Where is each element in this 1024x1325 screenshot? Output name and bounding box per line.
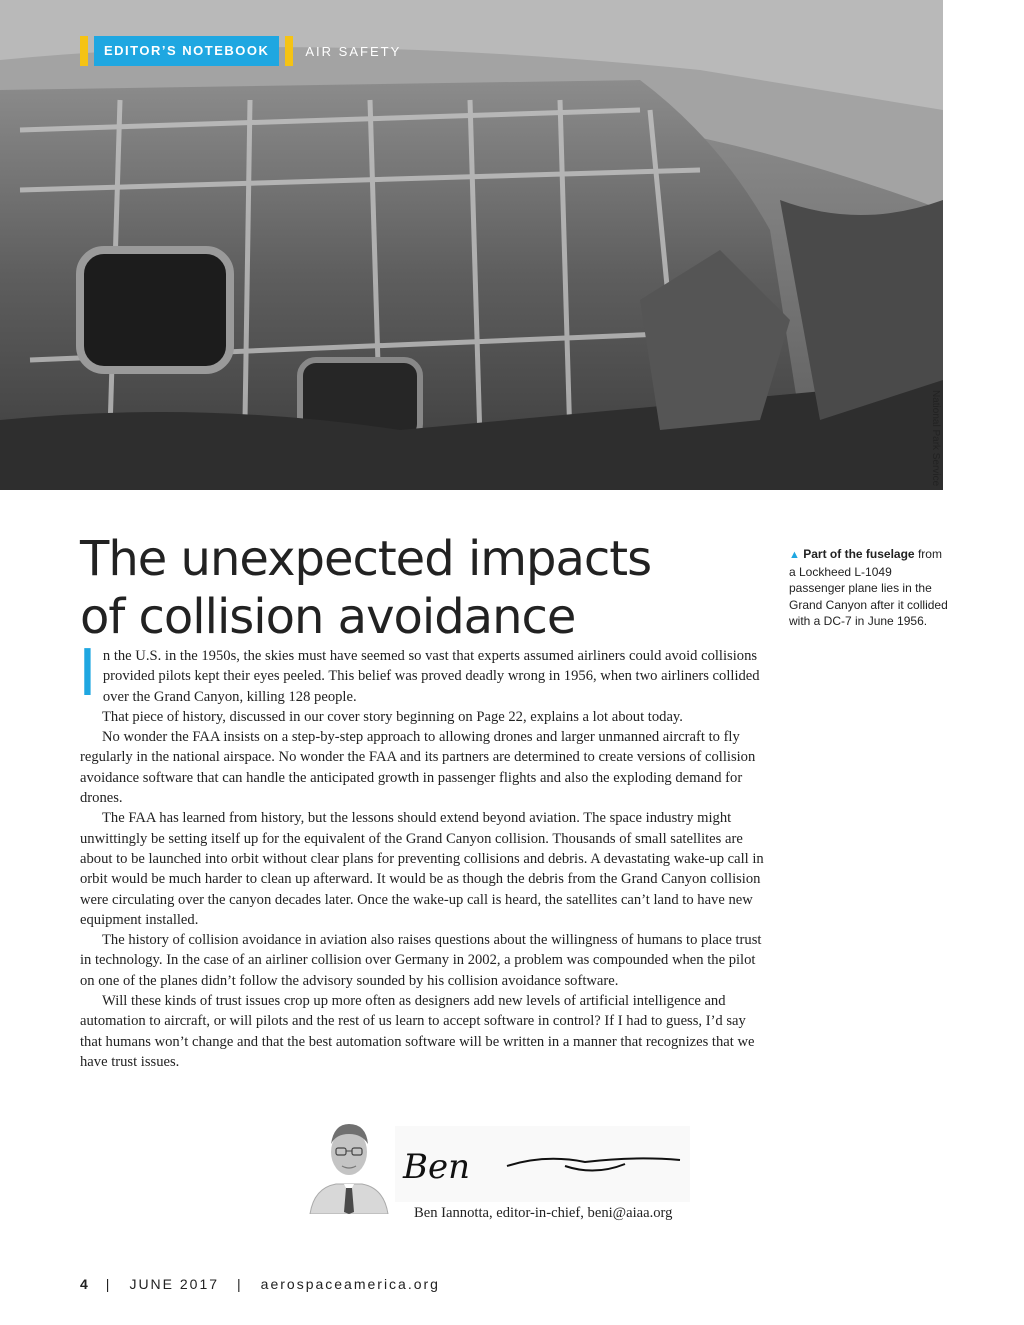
separator: | xyxy=(237,1276,243,1292)
signature-image xyxy=(395,1126,690,1202)
caption-arrow-icon: ▲ xyxy=(789,549,800,561)
wreckage-photo xyxy=(0,0,943,490)
caption-text: from a Lockheed L-1049 passenger plane lies in the Grand Canyon after it collided with a DC-7 in June 1956. xyxy=(789,547,948,629)
paragraph xyxy=(78,637,770,711)
author-portrait xyxy=(306,1114,392,1214)
paragraph: That piece of history, discussed in our cover story beginning on Page 22, explains a lot about today. xyxy=(102,708,683,725)
topic-label: AIR SAFETY xyxy=(305,43,402,59)
headline-line: The unexpected impacts xyxy=(80,531,652,587)
paragraph-text: n the U.S. in the 1950s, the skies must have seemed so vast that experts assumed airliners could avoid collisions provided pilots kept their eyes peeled. This belief was proved deadly wrong in 1956, when two airliners collided over the Grand Canyon, killing 128 people. xyxy=(102,648,760,705)
highlight-mark xyxy=(285,36,293,66)
page-title xyxy=(80,530,760,646)
page-footer xyxy=(80,1276,440,1292)
caption-lead: Part of the fuselage xyxy=(803,547,915,561)
paragraph: The FAA has learned from history, but the lessons should extend beyond aviation. The space industry might unwittingly be setting itself up for the equivalent of the Grand Canyon collision. Thousands of small satellites are about to be launched into orbit without clear plans for preventing collisions and debris. A devastating wake-up call in orbit would be much harder to clean up afterward. It would be as though the debris from the Grand Canyon collision were circulating over the canyon decades later. Once the wake-up call is heard, the satellites can’t land to have new equipment installed. xyxy=(80,810,764,928)
section-label: EDITOR’S NOTEBOOK xyxy=(94,36,279,66)
highlight-mark xyxy=(80,36,88,66)
author-byline: Ben Iannotta, editor-in-chief, beni@aiaa.org xyxy=(414,1205,673,1221)
signature-text: Ben xyxy=(403,1147,471,1187)
hero-photo xyxy=(0,0,943,490)
section-tag xyxy=(80,36,401,66)
photo-caption xyxy=(789,546,949,630)
headline-line: of collision avoidance xyxy=(80,589,576,645)
signature xyxy=(395,1126,690,1202)
separator: | xyxy=(105,1276,112,1292)
paragraph: No wonder the FAA insists on a step-by-step approach to allowing drones and larger unmanned aircraft to fly regularly in the national airspace. No wonder the FAA and its partners are determined to create versions of collision avoidance software that can handle the anticipated growth in passenger flights and also the exploding demand for drones. xyxy=(80,729,756,807)
drop-cap: I xyxy=(78,637,97,711)
site-link[interactable]: aerospaceamerica.org xyxy=(260,1276,440,1292)
page-number: 4 xyxy=(80,1276,88,1292)
issue-date: JUNE 2017 xyxy=(129,1276,220,1292)
portrait-icon xyxy=(306,1114,392,1214)
photo-credit: National Park Service xyxy=(930,390,941,487)
article-body xyxy=(78,637,770,1072)
paragraph: The history of collision avoidance in aviation also raises questions about the willingness of humans to place trust in technology. In the case of an airliner collision over Germany in 2002, a problem was compounded when the pilot on one of the planes didn’t follow the advisory sounded by his collision avoidance software. xyxy=(80,932,762,989)
paragraph: Will these kinds of trust issues crop up more often as designers add new levels of artificial intelligence and automation to aircraft, or will pilots and the rest of us learn to accept software in control? If I had to guess, I’d say that humans won’t change and that the best automation software will be written in a manner that recognizes that we have trust issues. xyxy=(80,993,755,1070)
